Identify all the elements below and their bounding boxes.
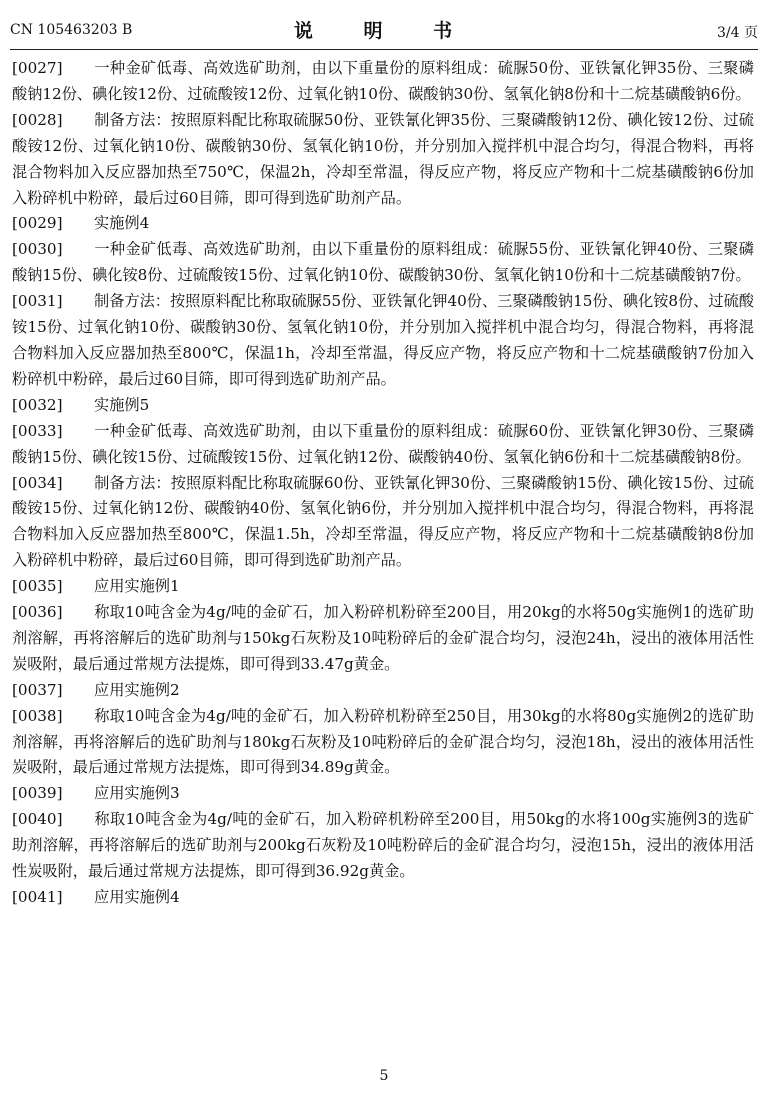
paragraph	[12, 678, 754, 704]
paragraph-number: [0034]	[12, 473, 63, 492]
paragraph-text: 一种金矿低毒、高效选矿助剂，由以下重量份的原料组成：硫脲60份、亚铁氰化钾30份、三聚磷酸钠15份、碘化铵15份、过硫酸铵15份、过氧化钠12份、碳酸钠40份、氢氧化钠6份和十二烷基磺酸钠8份。	[12, 421, 754, 466]
paragraph-number: [0041]	[12, 888, 63, 906]
paragraph-number: [0036]	[12, 603, 63, 622]
paragraph-number: [0038]	[12, 706, 63, 725]
document-title: 说 明 书	[293, 20, 475, 42]
paragraph-text: 称取10吨含金为4g/吨的金矿石，加入粉碎机粉碎至200目，用20kg的水将50g实施例1的选矿助剂溶解，再将溶解后的选矿助剂与150kg石灰粉及10吨粉碎后的金矿混合均匀，浸泡24h，浸出的液体用活性炭吸附，最后通过常规方法提炼，即可得到33.47g黄金。	[12, 603, 754, 673]
paragraph	[12, 574, 754, 600]
paragraph-number: [0028]	[12, 110, 63, 129]
page-indicator: 3/4 页	[717, 25, 758, 41]
paragraph	[12, 211, 754, 237]
paragraph-number: [0033]	[12, 421, 63, 440]
paragraph-number: [0027]	[12, 59, 63, 77]
paragraph-number: [0029]	[12, 214, 63, 233]
paragraph	[12, 393, 754, 419]
page-header	[10, 18, 758, 42]
paragraph-text: 应用实施例2	[94, 680, 180, 699]
paragraph-text: 称取10吨含金为4g/吨的金矿石，加入粉碎机粉碎至250目，用30kg的水将80g实施例2的选矿助剂溶解，再将溶解后的选矿助剂与180kg石灰粉及10吨粉碎后的金矿混合均匀，浸泡18h，浸出的液体用活性炭吸附，最后通过常规方法提炼，即可得到34.89g黄金。	[12, 706, 754, 777]
paragraph-text: 应用实施例1	[94, 577, 180, 596]
paragraph-text: 实施例4	[94, 214, 150, 233]
paragraph	[12, 781, 754, 807]
paragraph-text: 应用实施例4	[94, 888, 180, 906]
paragraph	[12, 108, 754, 212]
patent-number: CN 105463203 B	[10, 22, 133, 38]
paragraph-number: [0035]	[12, 577, 63, 596]
paragraph	[12, 807, 754, 885]
paragraph-number: [0037]	[12, 680, 63, 699]
header-divider	[10, 49, 758, 50]
paragraph	[12, 237, 754, 289]
paragraph	[12, 600, 754, 678]
paragraph	[12, 704, 754, 782]
paragraph-text: 应用实施例3	[94, 784, 180, 803]
paragraph-text: 称取10吨含金为4g/吨的金矿石，加入粉碎机粉碎至200目，用50kg的水将100g实施例3的选矿助剂溶解，再将溶解后的选矿助剂与200kg石灰粉及10吨粉碎后的金矿混合均匀，浸泡15h，浸出的液体用活性炭吸附，最后通过常规方法提炼，即可得到36.92g黄金。	[12, 810, 754, 881]
paragraph-text: 一种金矿低毒、高效选矿助剂，由以下重量份的原料组成：硫脲55份、亚铁氰化钾40份、三聚磷酸钠15份、碘化铵8份、过硫酸铵15份、过氧化钠10份、碳酸钠30份、氢氧化钠10份和十二烷基磺酸钠7份。	[12, 240, 754, 285]
page-number: 5	[379, 1068, 389, 1084]
paragraph-text: 制备方法：按照原料配比称取硫脲60份、亚铁氰化钾30份、三聚磷酸钠15份、碘化铵15份、过硫酸铵15份、过氧化钠12份、碳酸钠40份、氢氧化钠6份，并分别加入搅拌机中混合均匀，得混合物料，再将混合物料加入反应器加热至800℃，保温1.5h，冷却至常温，得反应产物，将反应产物和十二烷基磺酸钠8份加入粉碎机中粉碎，最后过60目筛，即可得到选矿助剂产品。	[12, 473, 754, 570]
paragraph	[12, 289, 754, 393]
paragraph-text: 制备方法：按照原料配比称取硫脲55份、亚铁氰化钾40份、三聚磷酸钠15份、碘化铵8份、过硫酸铵15份、过氧化钠10份、碳酸钠30份、氢氧化钠10份，并分别加入搅拌机中混合均匀，得混合物料，再将混合物料加入反应器加热至800℃，保温1h，冷却至常温，得反应产物，将反应产物和十二烷基磺酸钠7份加入粉碎机中粉碎，最后过60目筛，即可得到选矿助剂产品。	[12, 292, 754, 388]
paragraph	[12, 56, 754, 108]
paragraph-text: 一种金矿低毒、高效选矿助剂，由以下重量份的原料组成：硫脲50份、亚铁氰化钾35份、三聚磷酸钠12份、碘化铵12份、过硫酸铵12份、过氧化钠10份、碳酸钠30份、氢氧化钠8份和十二烷基磺酸钠6份。	[12, 59, 754, 103]
paragraph-number: [0031]	[12, 292, 63, 311]
paragraph-number: [0032]	[12, 395, 63, 414]
paragraph	[12, 419, 754, 471]
paragraph	[12, 885, 754, 911]
paragraph-number: [0039]	[12, 784, 63, 803]
document-body	[12, 56, 754, 911]
paragraph	[12, 471, 754, 575]
paragraph-text: 制备方法：按照原料配比称取硫脲50份、亚铁氰化钾35份、三聚磷酸钠12份、碘化铵12份、过硫酸铵12份、过氧化钠10份、碳酸钠30份、氢氧化钠10份，并分别加入搅拌机中混合均匀，得混合物料，再将混合物料加入反应器加热至750℃，保温2h，冷却至常温，得反应产物，将反应产物和十二烷基磺酸钠6份加入粉碎机中粉碎，最后过60目筛，即可得到选矿助剂产品。	[12, 110, 754, 207]
paragraph-number: [0030]	[12, 240, 63, 259]
paragraph-text: 实施例5	[94, 395, 150, 414]
paragraph-number: [0040]	[12, 810, 63, 829]
